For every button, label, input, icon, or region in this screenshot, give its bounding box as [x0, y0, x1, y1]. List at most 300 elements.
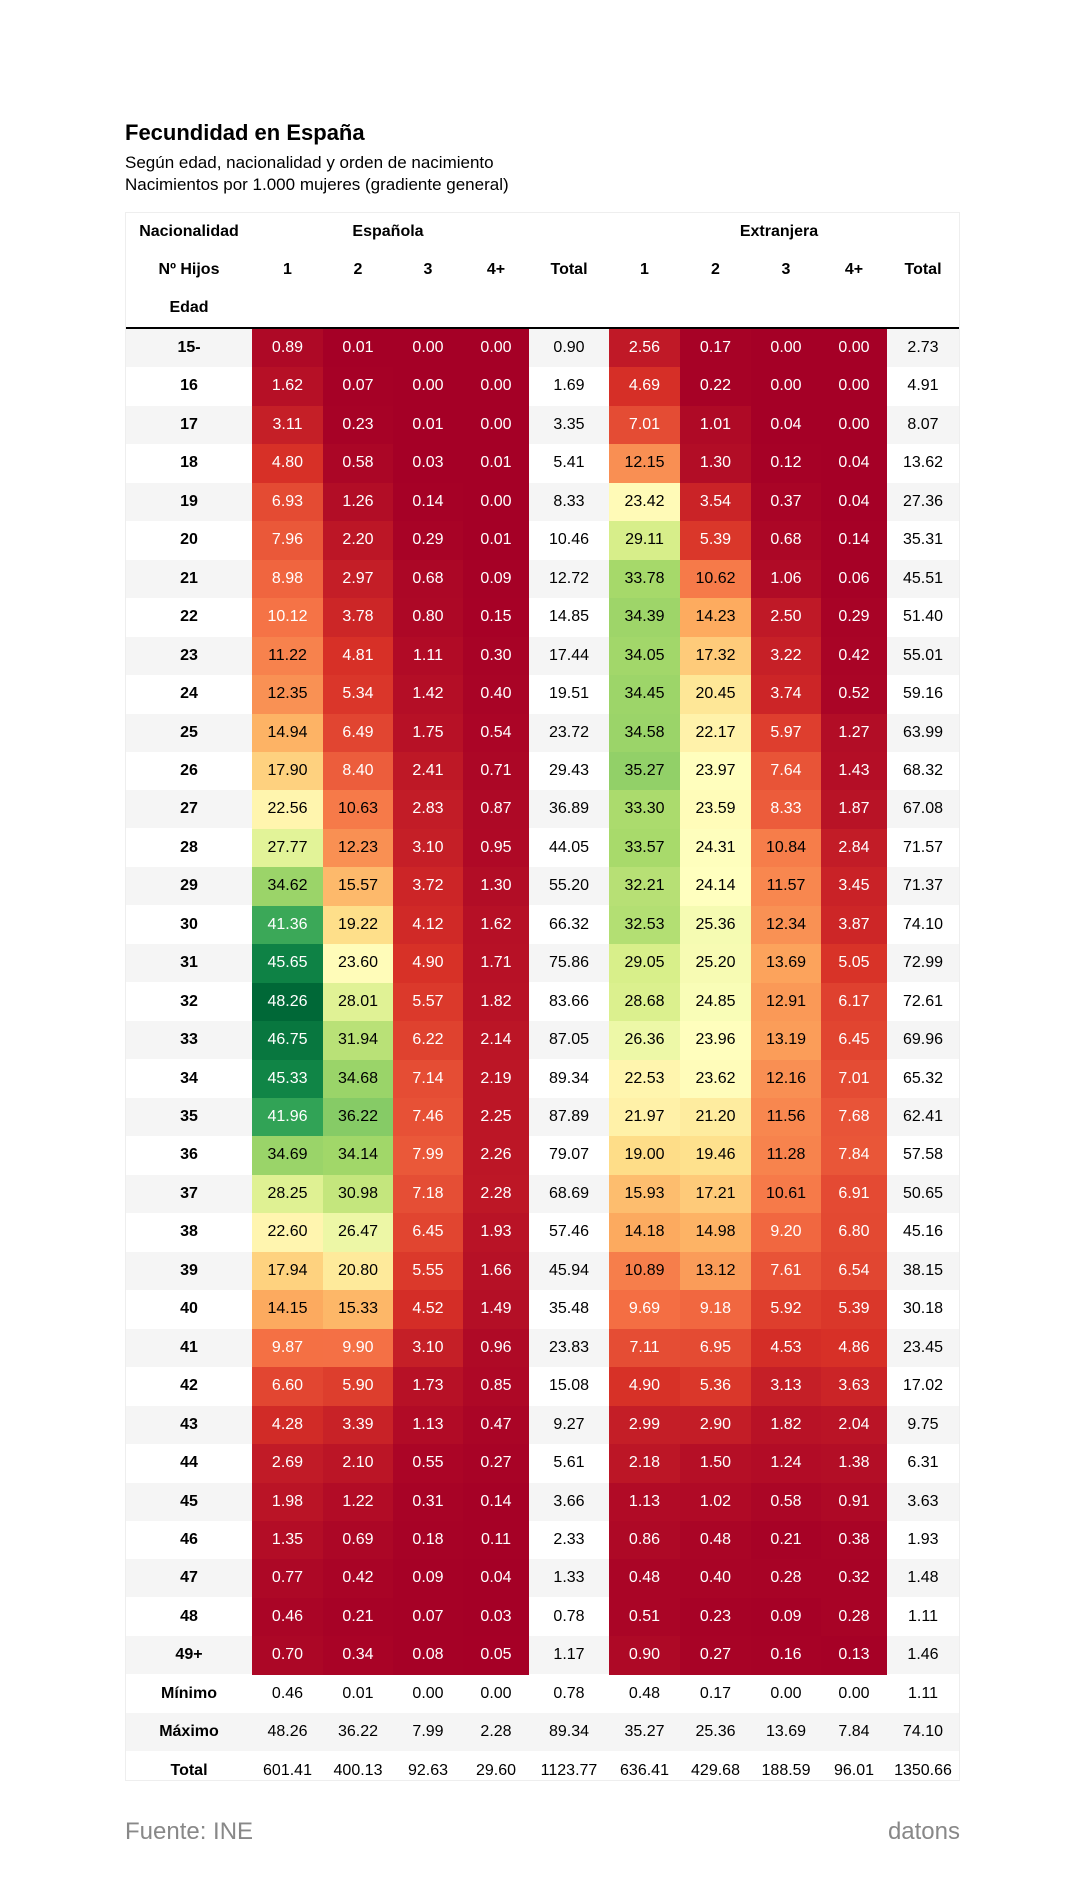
- heatmap-cell: 0.00: [393, 367, 463, 406]
- age-label: 31: [180, 954, 198, 972]
- heatmap-cell: 2.10: [323, 1444, 393, 1483]
- heatmap-cell: 0.08: [393, 1636, 463, 1675]
- heatmap-cell: 0.17: [680, 329, 751, 368]
- age-label: 38: [180, 1223, 198, 1241]
- heatmap-cell: 7.64: [751, 752, 821, 791]
- heatmap-cell: 0.18: [393, 1521, 463, 1560]
- heatmap-cell: 1.98: [252, 1483, 323, 1522]
- heatmap-cell: 14.23: [680, 598, 751, 637]
- heatmap-cell: 1.93: [463, 1213, 529, 1252]
- total-cell: 17.02: [902, 1377, 944, 1395]
- total-cell: 8.33: [553, 492, 585, 510]
- total-cell: 30.18: [902, 1300, 944, 1318]
- heatmap-cell: 33.30: [609, 790, 680, 829]
- total-cell: 51.40: [902, 608, 944, 626]
- age-label: 42: [180, 1377, 198, 1395]
- heatmap-cell: 0.30: [463, 637, 529, 676]
- heatmap-cell: 24.85: [680, 983, 751, 1022]
- heatmap-cell: 2.56: [609, 329, 680, 368]
- summary-cell: 48.26: [267, 1723, 308, 1741]
- heatmap-cell: 1.30: [463, 867, 529, 906]
- heatmap-cell: 19.46: [680, 1136, 751, 1175]
- heatmap-cell: 36.22: [323, 1098, 393, 1137]
- age-label: 21: [180, 569, 198, 587]
- heatmap-cell: 6.54: [821, 1252, 887, 1291]
- heatmap-cell: 15.33: [323, 1290, 393, 1329]
- heatmap-cell: 46.75: [252, 1021, 323, 1060]
- heatmap-cell: 0.28: [821, 1598, 887, 1637]
- heatmap-cell: 4.28: [252, 1406, 323, 1445]
- heatmap-cell: 12.35: [252, 675, 323, 714]
- total-cell: 87.89: [548, 1108, 590, 1125]
- heatmap-cell: 41.36: [252, 906, 323, 945]
- heatmap-cell: 0.00: [751, 367, 821, 406]
- heatmap-cell: 30.98: [323, 1175, 393, 1214]
- age-label: 34: [180, 1069, 198, 1087]
- chart-title: Fecundidad en España: [125, 120, 365, 145]
- total-cell: 71.37: [902, 877, 944, 895]
- heatmap-cell: 22.53: [609, 1060, 680, 1099]
- heatmap-cell: 14.98: [680, 1213, 751, 1252]
- heatmap-cell: 15.57: [323, 867, 393, 906]
- heatmap-cell: 0.29: [393, 521, 463, 560]
- nationality-header-label: Nacionalidad: [139, 223, 239, 240]
- heatmap-cell: 0.01: [393, 406, 463, 445]
- heatmap-cell: 21.20: [680, 1098, 751, 1137]
- total-cell: 45.16: [902, 1223, 944, 1241]
- heatmap-cell: 2.14: [463, 1021, 529, 1060]
- heatmap-cell: 0.14: [821, 521, 887, 560]
- heatmap-cell: 0.28: [751, 1559, 821, 1598]
- heatmap-cell: 33.57: [609, 829, 680, 868]
- column-header: 3: [423, 261, 433, 278]
- age-label: 36: [180, 1146, 198, 1164]
- group-header-foreign: Extranjera: [739, 223, 819, 240]
- heatmap-cell: 17.94: [252, 1252, 323, 1291]
- heatmap-cell: 0.11: [463, 1521, 529, 1560]
- heatmap-cell: 1.24: [751, 1444, 821, 1483]
- total-cell: 6.31: [907, 1454, 939, 1472]
- age-label: 40: [180, 1300, 198, 1318]
- heatmap-cell: 45.33: [252, 1060, 323, 1099]
- age-label: 37: [180, 1184, 198, 1202]
- heatmap-cell: 2.18: [609, 1444, 680, 1483]
- heatmap-cell: 0.12: [751, 444, 821, 483]
- heatmap-cell: 1.13: [609, 1483, 680, 1522]
- summary-cell: 2.28: [480, 1723, 512, 1741]
- heatmap-cell: 0.09: [393, 1559, 463, 1598]
- heatmap-cell: 0.77: [252, 1559, 323, 1598]
- total-cell: 74.10: [902, 1723, 944, 1741]
- total-cell: 9.75: [907, 1415, 939, 1433]
- heatmap-cell: 34.05: [609, 637, 680, 676]
- heatmap-cell: 0.48: [680, 1521, 751, 1560]
- heatmap-cell: 34.69: [252, 1136, 323, 1175]
- heatmap-cell: 20.45: [680, 675, 751, 714]
- heatmap-cell: 0.58: [751, 1483, 821, 1522]
- heatmap-cell: 19.22: [323, 906, 393, 945]
- total-cell: 57.58: [902, 1146, 944, 1164]
- total-cell: 0.90: [553, 339, 585, 356]
- heatmap-cell: 1.82: [751, 1406, 821, 1445]
- summary-cell: 0.48: [628, 1684, 661, 1702]
- total-cell: 59.16: [902, 685, 944, 703]
- heatmap-cell: 1.01: [680, 406, 751, 445]
- heatmap-cell: 1.35: [252, 1521, 323, 1560]
- column-header: 1: [640, 261, 649, 278]
- summary-cell: 0.00: [838, 1684, 870, 1702]
- heatmap-cell: 0.16: [751, 1636, 821, 1675]
- heatmap-cell: 0.54: [463, 714, 529, 753]
- total-cell: 5.61: [553, 1454, 585, 1472]
- heatmap-cell: 10.12: [252, 598, 323, 637]
- total-cell: 3.66: [553, 1492, 585, 1510]
- age-label: 47: [180, 1569, 198, 1587]
- total-cell: 67.08: [902, 800, 944, 818]
- heatmap-cell: 6.93: [252, 483, 323, 522]
- heatmap-cell: 0.04: [463, 1559, 529, 1598]
- total-cell: 72.99: [902, 954, 944, 972]
- total-cell: 68.69: [548, 1184, 590, 1202]
- heatmap-cell: 5.97: [751, 714, 821, 753]
- age-label: 27: [180, 800, 198, 818]
- heatmap-cell: 28.01: [323, 983, 393, 1022]
- column-header: 1: [283, 261, 292, 278]
- total-cell: 38.15: [902, 1261, 944, 1279]
- total-cell: 1.17: [553, 1646, 585, 1664]
- heatmap-cell: 25.20: [680, 944, 751, 983]
- heatmap-cell: 0.00: [821, 367, 887, 406]
- age-label: 30: [180, 915, 198, 933]
- heatmap-cell: 9.69: [609, 1290, 680, 1329]
- summary-cell: 188.59: [761, 1761, 811, 1779]
- heatmap-cell: 3.54: [680, 483, 751, 522]
- total-cell: 55.20: [548, 877, 590, 895]
- total-cell: 19.51: [548, 685, 590, 703]
- age-label: 18: [180, 454, 198, 472]
- column-header: Total: [904, 261, 942, 278]
- summary-cell: 0.01: [342, 1684, 374, 1702]
- total-cell: 55.01: [902, 646, 944, 664]
- summary-cell: 400.13: [333, 1761, 383, 1779]
- total-cell: 10.46: [548, 531, 590, 549]
- total-cell: 68.32: [902, 761, 944, 779]
- column-header: 2: [353, 261, 363, 278]
- total-cell: 45.94: [548, 1261, 590, 1279]
- heatmap-cell: 9.90: [323, 1329, 393, 1368]
- heatmap-cell: 0.07: [323, 367, 393, 406]
- heatmap-cell: 0.48: [609, 1559, 680, 1598]
- heatmap-cell: 2.97: [323, 560, 393, 599]
- heatmap-cell: 3.45: [821, 867, 887, 906]
- heatmap-cell: 1.38: [821, 1444, 887, 1483]
- heatmap-cell: 10.63: [323, 790, 393, 829]
- heatmap-cell: 0.86: [609, 1521, 680, 1560]
- summary-cell: 0.17: [699, 1684, 732, 1702]
- summary-cell: 0.00: [770, 1684, 802, 1702]
- summary-cell: 636.41: [620, 1761, 669, 1779]
- heatmap-cell: 0.04: [821, 444, 887, 483]
- heatmap-cell: 7.84: [821, 1136, 887, 1175]
- total-cell: 13.62: [902, 454, 944, 472]
- heatmap-cell: 0.68: [751, 521, 821, 560]
- heatmap-cell: 12.34: [751, 906, 821, 945]
- age-label: 39: [180, 1261, 198, 1279]
- heatmap-cell: 7.01: [609, 406, 680, 445]
- heatmap-cell: 13.19: [751, 1021, 821, 1060]
- heatmap-cell: 7.01: [821, 1060, 887, 1099]
- total-cell: 1.46: [907, 1646, 939, 1664]
- total-cell: 8.07: [907, 415, 939, 433]
- heatmap-cell: 31.94: [323, 1021, 393, 1060]
- heatmap-cell: 2.26: [463, 1136, 529, 1175]
- heatmap-cell: 4.12: [393, 906, 463, 945]
- heatmap-cell: 2.04: [821, 1406, 887, 1445]
- heatmap-cell: 0.52: [821, 675, 887, 714]
- heatmap-cell: 0.51: [609, 1598, 680, 1637]
- heatmap-cell: 0.46: [252, 1598, 323, 1637]
- age-label: 45: [180, 1492, 198, 1510]
- heatmap-cell: 0.80: [393, 598, 463, 637]
- total-cell: 14.85: [548, 608, 590, 626]
- heatmap-cell: 2.19: [463, 1060, 529, 1099]
- heatmap-cell: 0.85: [463, 1367, 529, 1406]
- chart-subtitle-line-1: Según edad, nacionalidad y orden de nacimiento: [125, 153, 494, 172]
- heatmap-cell: 0.42: [821, 637, 887, 676]
- heatmap-cell: 0.01: [463, 521, 529, 560]
- summary-cell: 36.22: [337, 1723, 379, 1741]
- heatmap-cell: 5.05: [821, 944, 887, 983]
- heatmap-cell: 0.90: [609, 1636, 680, 1675]
- heatmap-cell: 5.34: [323, 675, 393, 714]
- age-label: 48: [180, 1607, 198, 1625]
- heatmap-cell: 35.27: [609, 752, 680, 791]
- heatmap-cell: 0.29: [821, 598, 887, 637]
- heatmap-cell: 10.62: [680, 560, 751, 599]
- heatmap-cell: 0.68: [393, 560, 463, 599]
- heatmap-cell: 14.15: [252, 1290, 323, 1329]
- heatmap-cell: 0.06: [821, 560, 887, 599]
- heatmap-cell: 4.90: [393, 944, 463, 983]
- children-header-label: Nº Hijos: [158, 261, 220, 278]
- heatmap-cell: 10.89: [609, 1252, 680, 1291]
- heatmap-cell: 24.14: [680, 867, 751, 906]
- summary-cell: 7.84: [838, 1723, 870, 1741]
- heatmap-cell: 3.13: [751, 1367, 821, 1406]
- heatmap-cell: 0.23: [323, 406, 393, 445]
- age-label: 44: [180, 1454, 198, 1472]
- total-cell: 27.36: [902, 492, 944, 510]
- heatmap-cell: 2.99: [609, 1406, 680, 1445]
- total-cell: 35.48: [548, 1300, 590, 1318]
- total-cell: 2.33: [553, 1530, 585, 1548]
- summary-label: Máximo: [159, 1723, 219, 1741]
- fertility-heatmap-table: [125, 212, 960, 1781]
- summary-cell: 0.00: [480, 1684, 512, 1702]
- heatmap-cell: 3.11: [252, 406, 323, 445]
- heatmap-cell: 0.27: [680, 1636, 751, 1675]
- heatmap-cell: 17.32: [680, 637, 751, 676]
- age-label: 43: [180, 1415, 198, 1433]
- heatmap-cell: 1.43: [821, 752, 887, 791]
- heatmap-cell: 2.28: [463, 1175, 529, 1214]
- total-cell: 71.57: [902, 838, 944, 856]
- total-cell: 4.91: [907, 377, 939, 395]
- total-cell: 0.78: [553, 1684, 585, 1702]
- heatmap-cell: 3.63: [821, 1367, 887, 1406]
- total-cell: 74.10: [902, 915, 944, 933]
- heatmap-cell: 0.34: [323, 1636, 393, 1675]
- heatmap-cell: 21.97: [609, 1098, 680, 1137]
- total-cell: 45.51: [902, 569, 944, 587]
- heatmap-cell: 8.40: [323, 752, 393, 791]
- heatmap-cell: 1.62: [252, 367, 323, 406]
- heatmap-cell: 32.53: [609, 906, 680, 945]
- age-label: 33: [180, 1031, 198, 1049]
- heatmap-cell: 22.60: [252, 1213, 323, 1252]
- heatmap-cell: 20.80: [323, 1252, 393, 1291]
- heatmap-cell: 4.52: [393, 1290, 463, 1329]
- chart-subtitle-line-2: Nacimientos por 1.000 mujeres (gradiente general): [125, 175, 509, 194]
- total-cell: 9.27: [553, 1415, 585, 1433]
- total-cell: 65.32: [902, 1069, 944, 1087]
- heatmap-cell: 23.97: [680, 752, 751, 791]
- heatmap-cell: 0.22: [680, 367, 751, 406]
- heatmap-cell: 0.58: [323, 444, 393, 483]
- total-cell: 63.99: [902, 723, 944, 741]
- heatmap-cell: 0.14: [393, 483, 463, 522]
- total-cell: 17.44: [548, 646, 590, 664]
- heatmap-cell: 4.69: [609, 367, 680, 406]
- heatmap-cell: 26.47: [323, 1213, 393, 1252]
- total-cell: 1.33: [553, 1569, 585, 1587]
- heatmap-cell: 7.68: [821, 1098, 887, 1137]
- total-cell: 0.78: [553, 1607, 585, 1625]
- total-cell: 1.93: [907, 1530, 939, 1548]
- heatmap-cell: 3.22: [751, 637, 821, 676]
- heatmap-cell: 1.26: [323, 483, 393, 522]
- age-label: 49+: [175, 1646, 203, 1664]
- heatmap-cell: 0.04: [821, 483, 887, 522]
- heatmap-cell: 8.98: [252, 560, 323, 599]
- heatmap-cell: 0.21: [323, 1598, 393, 1637]
- column-header: 4+: [486, 261, 506, 278]
- heatmap-cell: 7.96: [252, 521, 323, 560]
- heatmap-cell: 9.87: [252, 1329, 323, 1368]
- heatmap-cell: 0.38: [821, 1521, 887, 1560]
- heatmap-cell: 5.39: [680, 521, 751, 560]
- heatmap-cell: 3.10: [393, 1329, 463, 1368]
- heatmap-cell: 0.96: [463, 1329, 529, 1368]
- summary-cell: 601.41: [263, 1761, 312, 1779]
- group-header-spanish: Española: [352, 223, 424, 240]
- heatmap-cell: 0.00: [463, 329, 529, 368]
- age-label: 35: [180, 1108, 198, 1125]
- age-label: 25: [180, 723, 198, 741]
- total-cell: 29.43: [548, 761, 590, 779]
- heatmap-cell: 0.09: [751, 1598, 821, 1637]
- heatmap-cell: 12.91: [751, 983, 821, 1022]
- heatmap-cell: 0.21: [751, 1521, 821, 1560]
- heatmap-cell: 3.10: [393, 829, 463, 868]
- heatmap-cell: 1.02: [680, 1483, 751, 1522]
- summary-cell: 7.99: [412, 1723, 444, 1741]
- heatmap-cell: 1.73: [393, 1367, 463, 1406]
- heatmap-cell: 0.05: [463, 1636, 529, 1675]
- column-header: 4+: [844, 261, 864, 278]
- heatmap-cell: 0.00: [821, 406, 887, 445]
- heatmap-cell: 12.15: [609, 444, 680, 483]
- heatmap-cell: 8.33: [751, 790, 821, 829]
- age-label: 17: [180, 415, 198, 433]
- total-cell: 5.41: [553, 454, 585, 472]
- heatmap-cell: 11.28: [751, 1136, 821, 1175]
- heatmap-cell: 1.22: [323, 1483, 393, 1522]
- total-cell: 75.86: [548, 954, 590, 972]
- heatmap-cell: 0.03: [463, 1598, 529, 1637]
- summary-label: Mínimo: [161, 1684, 217, 1702]
- age-label: 32: [180, 992, 198, 1010]
- heatmap-cell: 1.49: [463, 1290, 529, 1329]
- summary-cell: 13.69: [765, 1723, 807, 1741]
- heatmap-cell: 4.80: [252, 444, 323, 483]
- total-cell: 79.07: [548, 1146, 590, 1164]
- heatmap-cell: 13.12: [680, 1252, 751, 1291]
- total-cell: 72.61: [902, 992, 944, 1010]
- heatmap-cell: 2.41: [393, 752, 463, 791]
- total-cell: 89.34: [548, 1723, 590, 1741]
- summary-cell: 429.68: [691, 1761, 740, 1779]
- heatmap-cell: 0.00: [393, 329, 463, 368]
- heatmap-cell: 0.15: [463, 598, 529, 637]
- total-cell: 1123.77: [540, 1761, 598, 1779]
- total-cell: 87.05: [548, 1031, 590, 1049]
- heatmap-cell: 13.69: [751, 944, 821, 983]
- column-header: 3: [781, 261, 791, 278]
- heatmap-cell: 3.78: [323, 598, 393, 637]
- heatmap-cell: 23.60: [323, 944, 393, 983]
- heatmap-cell: 6.22: [393, 1021, 463, 1060]
- heatmap-cell: 0.32: [821, 1559, 887, 1598]
- heatmap-cell: 3.39: [323, 1406, 393, 1445]
- total-cell: 50.65: [902, 1184, 944, 1202]
- total-cell: 36.89: [548, 800, 590, 818]
- heatmap-cell: 6.60: [252, 1367, 323, 1406]
- heatmap-cell: 1.62: [463, 906, 529, 945]
- total-cell: 2.73: [907, 339, 939, 356]
- summary-cell: 92.63: [407, 1761, 449, 1779]
- heatmap-cell: 11.57: [751, 867, 821, 906]
- source-note: Fuente: INE: [125, 1818, 254, 1845]
- heatmap-cell: 29.05: [609, 944, 680, 983]
- total-cell: 62.41: [902, 1108, 944, 1125]
- heatmap-cell: 0.55: [393, 1444, 463, 1483]
- heatmap-cell: 1.30: [680, 444, 751, 483]
- heatmap-cell: 26.36: [609, 1021, 680, 1060]
- heatmap-cell: 34.39: [609, 598, 680, 637]
- heatmap-cell: 5.57: [393, 983, 463, 1022]
- heatmap-cell: 2.20: [323, 521, 393, 560]
- heatmap-cell: 6.17: [821, 983, 887, 1022]
- heatmap-cell: 5.55: [393, 1252, 463, 1291]
- total-cell: 1.48: [907, 1569, 939, 1587]
- heatmap-cell: 0.09: [463, 560, 529, 599]
- total-cell: 1350.66: [894, 1761, 952, 1779]
- heatmap-cell: 1.82: [463, 983, 529, 1022]
- heatmap-cell: 34.62: [252, 867, 323, 906]
- age-label: 28: [180, 838, 198, 856]
- heatmap-cell: 34.68: [323, 1060, 393, 1099]
